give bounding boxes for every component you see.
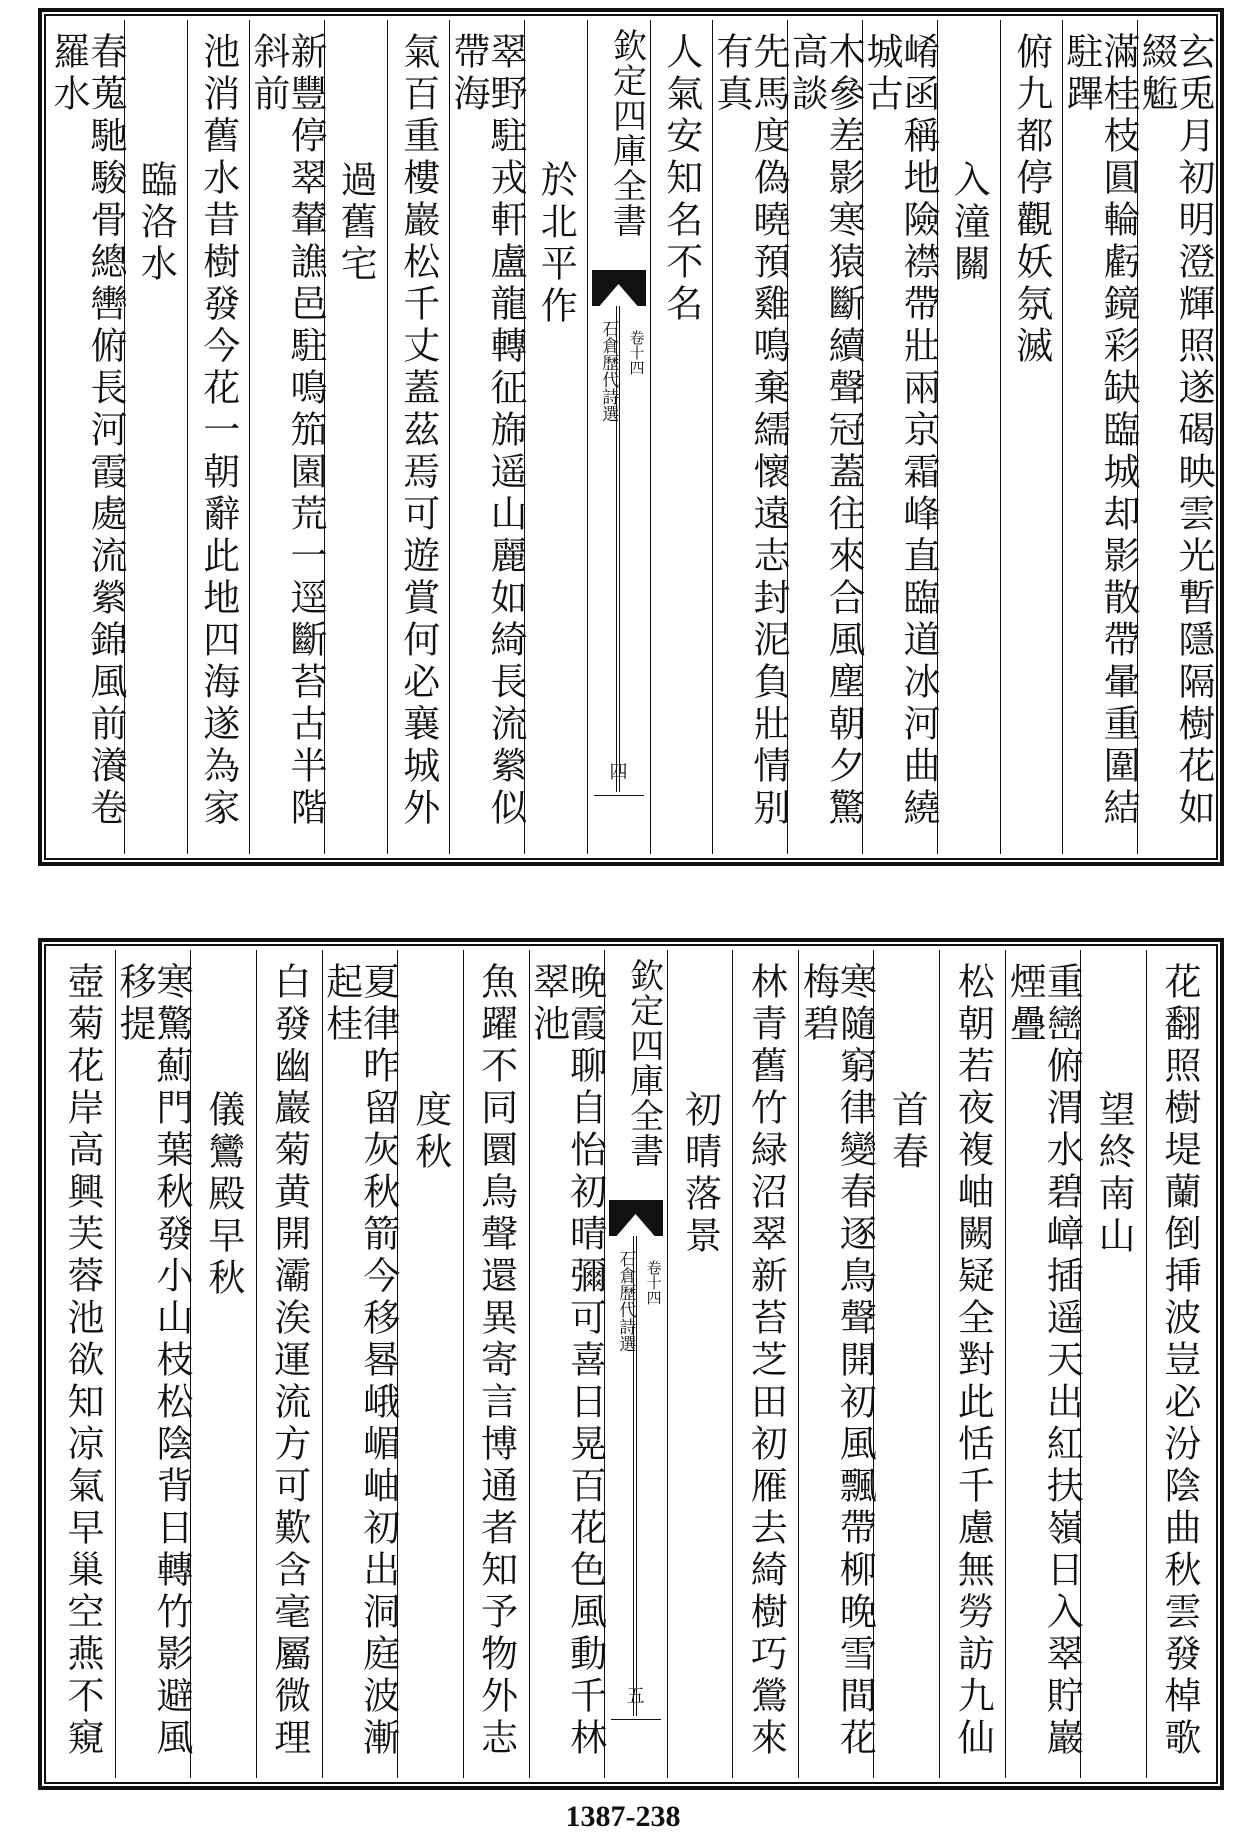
text-column: 春蒐馳駿骨總轡俯長河霞處流縈錦風前瀁卷羅水 — [47, 32, 127, 830]
poem-title: 首春 — [873, 950, 939, 1778]
text-column: 滿桂枝圓輪虧鏡彩缺臨城却影散帶暈重圍結駐蹕 — [1062, 20, 1137, 854]
text-column: 松朝若夜複岫闕疑全對此恬千慮無勞訪九仙 — [939, 950, 1005, 1778]
poem-title: 入潼關 — [937, 20, 1000, 854]
book-title: 欽定四庫全書 — [606, 28, 647, 238]
fishtail-mark-icon — [592, 270, 646, 306]
text-column: 魚躍不同圜鳥聲還異寄言博通者知予物外志 — [463, 950, 529, 1778]
text-column: 夏律昨留灰秋箭今移晷峨嵋岫初出洞庭波漸起桂 — [322, 950, 397, 1778]
book-title: 欽定四庫全書 — [623, 958, 664, 1168]
page-footer-number: 1387-238 — [565, 1800, 681, 1833]
page-number: 五 — [626, 1686, 645, 1707]
volume-label: 卷十四 — [644, 1260, 663, 1305]
volume-label: 卷十四 — [627, 330, 646, 375]
text-column: 壺菊花岸高興芙蓉池欲知凉氣早巢空燕不窺 — [60, 962, 104, 1760]
poem-title: 於北平作 — [524, 20, 587, 854]
poem-title: 望終南山 — [1080, 950, 1146, 1778]
text-column: 池消舊水昔樹發今花一朝辭此地四海遂為家 — [187, 20, 250, 854]
text-column: 俯九都停觀妖氛滅 — [1000, 20, 1063, 854]
text-column: 崤函稱地險襟帶壯兩京霜峰直臨道冰河曲繞城古 — [862, 20, 937, 854]
top-page-columns — [47, 20, 1215, 854]
bottom-page — [38, 938, 1224, 1790]
fold-rule — [594, 795, 644, 796]
fishtail-mark-icon — [609, 1200, 663, 1236]
top-page — [38, 8, 1224, 866]
poem-title: 儀鸞殿早秋 — [190, 950, 256, 1778]
poem-title: 臨洛水 — [124, 20, 187, 854]
source-title: 石倉歷代詩選 — [598, 320, 619, 422]
text-column: 新豐停翠輦譙邑駐鳴笳園荒一逕斷苔古半階斜前 — [249, 20, 324, 854]
poem-title: 過舊宅 — [324, 20, 387, 854]
text-column: 重巒俯渭水碧嶂插遥天出紅扶嶺日入翠貯巖煙疊 — [1005, 950, 1080, 1778]
center-fold — [587, 20, 650, 854]
text-column: 花翻照樹堤蘭倒挿波豈必汾陰曲秋雲發棹歌 — [1146, 950, 1212, 1778]
page-number: 四 — [609, 762, 628, 783]
text-column: 氣百重樓巖松千丈蓋茲焉可遊賞何必襄城外 — [387, 20, 450, 854]
text-column: 木參差影寒猿斷續聲冠蓋往來合風塵朝夕驚高談 — [787, 20, 862, 854]
poem-title: 初晴落景 — [667, 950, 733, 1778]
bottom-page-columns — [50, 950, 1212, 1778]
text-column: 白發幽巖菊黄開灞涘運流方可歎含毫屬微理 — [256, 950, 322, 1778]
text-column: 寒驚薊門葉秋發小山枝松陰背日轉竹影避風移提 — [115, 950, 190, 1778]
text-column: 林青舊竹緑沼翠新苔芝田初雁去綺樹巧鶯來 — [732, 950, 798, 1778]
text-column: 晚霞聊自怡初晴彌可喜日晃百花色風動千林翠池 — [529, 950, 604, 1778]
fold-rule — [611, 1719, 661, 1720]
poem-title: 度秋 — [397, 950, 463, 1778]
text-column: 翠野駐戎軒盧龍轉征旆遥山麗如綺長流縈似帶海 — [449, 20, 524, 854]
text-column: 人氣安知名不名 — [650, 20, 713, 854]
text-column: 寒隨窮律變春逐鳥聲開初風飄帶柳晚雪間花梅碧 — [798, 950, 873, 1778]
center-fold — [604, 950, 667, 1778]
source-title: 石倉歷代詩選 — [615, 1250, 636, 1352]
text-column: 先馬度偽曉預雞鳴棄繻懷遠志封泥負壯情别有真 — [712, 20, 787, 854]
text-column: 玄兎月初明澄輝照遂碣映雲光暫隱隔樹花如綴䰢 — [1137, 20, 1212, 854]
